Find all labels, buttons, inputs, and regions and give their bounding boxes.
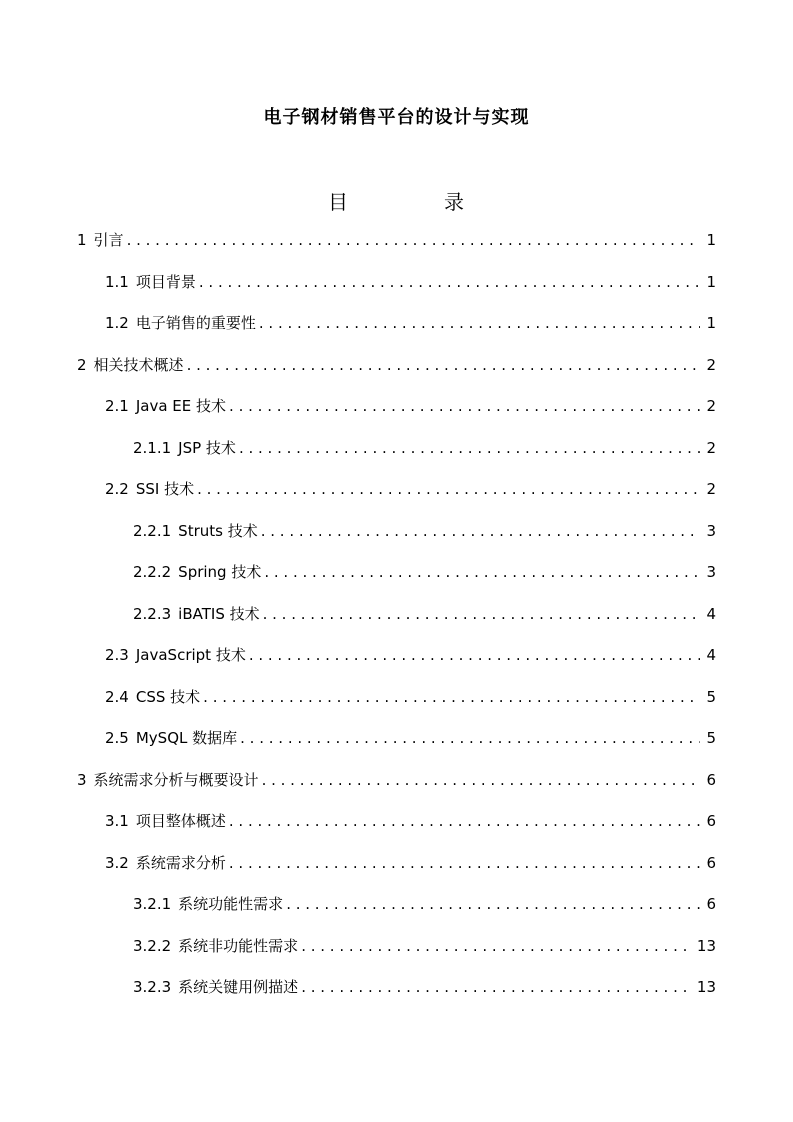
toc-entry-label: 系统关键用例描述 xyxy=(178,978,299,996)
toc-entry-label: 项目背景 xyxy=(135,272,196,291)
toc-entry-number: 3.2.1 xyxy=(133,895,172,913)
toc-entry-number: 2.2.1 xyxy=(133,521,172,540)
toc-entry[interactable] xyxy=(105,809,716,833)
toc-dot-leader xyxy=(229,809,700,833)
toc-entry[interactable] xyxy=(105,726,716,750)
toc-entry[interactable] xyxy=(133,975,716,999)
toc-entry[interactable] xyxy=(77,768,716,792)
toc-heading xyxy=(0,186,793,214)
toc-entry[interactable] xyxy=(105,394,716,418)
toc-entry[interactable] xyxy=(133,892,716,916)
toc-dot-leader xyxy=(263,602,700,626)
toc-entry-number: 2.3 xyxy=(105,646,129,664)
toc-entry-page-number: 3 xyxy=(706,521,716,540)
toc-entry-number: 3.1 xyxy=(105,812,129,830)
toc-entry[interactable] xyxy=(133,602,716,626)
toc-entry-page-number: 5 xyxy=(706,687,716,706)
toc-entry-page-number: 2 xyxy=(706,397,716,415)
toc-entry[interactable] xyxy=(77,353,716,377)
toc-entry-page-number: 6 xyxy=(706,853,716,872)
toc-entry-number: 2 xyxy=(77,355,87,374)
toc-entry-page-number: 2 xyxy=(706,355,716,374)
toc-entry-page-number: 6 xyxy=(706,770,716,789)
toc-entry-page-number: 4 xyxy=(706,646,716,664)
toc-entry[interactable] xyxy=(105,685,716,709)
toc-entry-label: Struts 技术 xyxy=(178,521,258,540)
toc-dot-leader xyxy=(259,311,700,335)
toc-entry-number: 3.2 xyxy=(105,853,129,872)
toc-entry-label: 引言 xyxy=(93,231,124,249)
toc-entry[interactable] xyxy=(133,519,716,543)
toc-entry-label: 系统需求分析与概要设计 xyxy=(93,770,259,789)
toc-entry-label: 项目整体概述 xyxy=(135,812,226,830)
toc-entry-page-number: 6 xyxy=(706,812,716,830)
toc-entry-page-number: 13 xyxy=(696,936,716,955)
toc-entry-number: 2.1 xyxy=(105,397,129,415)
toc-dot-leader xyxy=(262,768,700,792)
toc-entry-label: iBATIS 技术 xyxy=(178,604,260,623)
toc-entry-page-number: 4 xyxy=(706,604,716,623)
toc-entry-label: Java EE 技术 xyxy=(135,397,227,415)
toc-dot-leader xyxy=(301,934,693,958)
toc-heading-left: 目 xyxy=(328,190,348,214)
toc-dot-leader xyxy=(229,851,700,875)
toc-entry-number: 1 xyxy=(77,231,87,249)
toc-entry-label: JavaScript 技术 xyxy=(135,646,246,664)
toc-entry[interactable] xyxy=(133,436,716,460)
toc-entry[interactable] xyxy=(105,270,716,294)
toc-dot-leader xyxy=(240,726,700,750)
toc-dot-leader xyxy=(301,975,693,999)
toc-entry[interactable] xyxy=(105,311,716,335)
toc-dot-leader xyxy=(197,477,700,501)
toc-dot-leader xyxy=(286,892,700,916)
toc-entry-number: 3.2.3 xyxy=(133,978,172,996)
toc-entry-number: 3 xyxy=(77,770,87,789)
toc-entry-number: 1.1 xyxy=(105,272,129,291)
toc-dot-leader xyxy=(229,394,700,418)
toc-dot-leader xyxy=(264,560,700,584)
toc-dot-leader xyxy=(199,270,700,294)
toc-entry[interactable] xyxy=(77,228,716,252)
toc-entry-number: 3.2.2 xyxy=(133,936,172,955)
toc-entry-page-number: 13 xyxy=(696,978,716,996)
toc-dot-leader xyxy=(261,519,700,543)
toc-dot-leader xyxy=(203,685,700,709)
toc-entry[interactable] xyxy=(105,643,716,667)
toc-entry-number: 2.4 xyxy=(105,687,129,706)
toc-entry-label: 系统功能性需求 xyxy=(178,895,284,913)
toc-entry-label: JSP 技术 xyxy=(178,438,236,457)
toc-entry-number: 2.2.2 xyxy=(133,563,172,581)
toc-entry[interactable] xyxy=(105,851,716,875)
toc-entry-page-number: 1 xyxy=(706,272,716,291)
toc-entry-page-number: 2 xyxy=(706,480,716,498)
toc-entry-number: 1.2 xyxy=(105,314,129,332)
toc-entry-page-number: 1 xyxy=(706,314,716,332)
toc-entry-number: 2.2 xyxy=(105,480,129,498)
document-title: 电子钢材销售平台的设计与实现 xyxy=(263,107,530,128)
toc-entry-label: MySQL 数据库 xyxy=(135,729,238,747)
toc-dot-leader xyxy=(187,353,700,377)
toc-entry-label: 系统需求分析 xyxy=(135,853,226,872)
toc-entry-label: Spring 技术 xyxy=(178,563,262,581)
toc-entry-page-number: 6 xyxy=(706,895,716,913)
toc-dot-leader xyxy=(249,643,700,667)
toc-entry[interactable] xyxy=(133,934,716,958)
toc-entry-label: 相关技术概述 xyxy=(93,355,184,374)
toc-entry-label: 电子销售的重要性 xyxy=(135,314,256,332)
toc-entry-page-number: 2 xyxy=(706,438,716,457)
toc-entry-page-number: 1 xyxy=(706,231,716,249)
toc-entry[interactable] xyxy=(105,477,716,501)
toc-heading-right: 录 xyxy=(444,190,464,214)
toc-dot-leader xyxy=(239,436,700,460)
toc-entry-label: SSI 技术 xyxy=(135,480,195,498)
toc-entry-number: 2.1.1 xyxy=(133,438,172,457)
toc-entry-number: 2.2.3 xyxy=(133,604,172,623)
toc-dot-leader xyxy=(127,228,700,252)
toc-entry-number: 2.5 xyxy=(105,729,129,747)
toc-entry-page-number: 5 xyxy=(706,729,716,747)
toc-entry-label: 系统非功能性需求 xyxy=(178,936,299,955)
toc-entry-label: CSS 技术 xyxy=(135,687,201,706)
toc-entry-page-number: 3 xyxy=(706,563,716,581)
toc-entry[interactable] xyxy=(133,560,716,584)
